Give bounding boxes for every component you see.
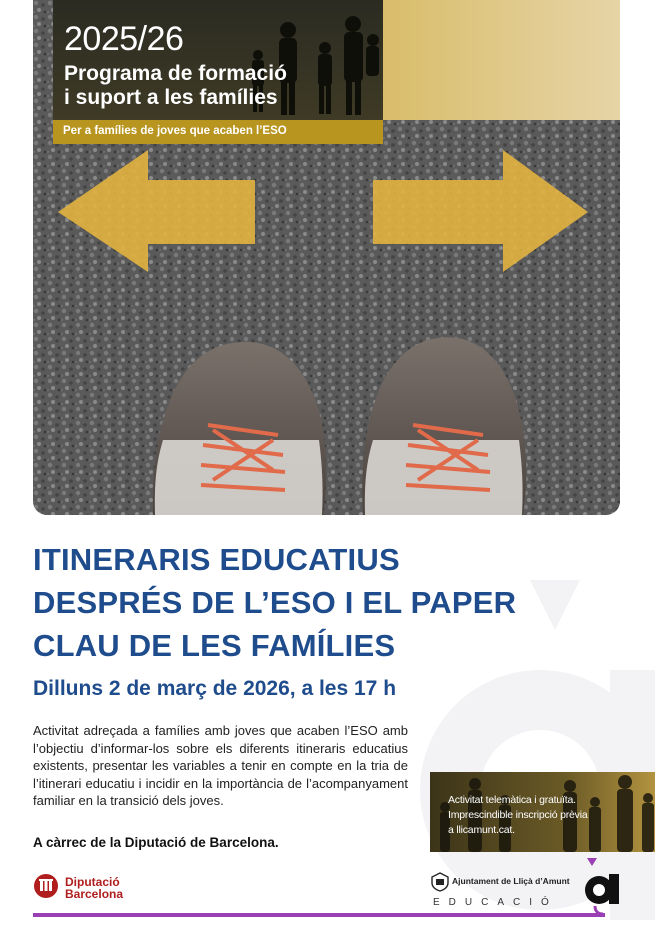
program-title — [64, 62, 287, 110]
program-year: 2025/26 — [64, 20, 184, 58]
diputacio-label — [65, 876, 123, 900]
event-title — [33, 538, 516, 667]
diputacio-line: Barcelona — [65, 887, 124, 901]
diputacio-logo-icon — [33, 873, 59, 899]
event-title-line: ITINERARIS EDUCATIUS — [33, 542, 400, 577]
event-description: Activitat adreçada a famílies amb joves que acaben l’ESO amb l’objectiu d’informar-los sobre els diferents itineraris educatius existents, presentar les variables a tenir en compte en la tria de l’itinerari educatiu i incidir en la importància de l’acompanyament familiar en la transició dels joves. — [33, 723, 408, 808]
info-line: Imprescindible inscripció prèvia — [448, 809, 588, 821]
program-subtitle: Per a famílies de joves que acaben l’ESO — [63, 125, 287, 137]
info-line: a llicamunt.cat. — [448, 824, 515, 836]
educacio-label: EDUCACIÓ — [433, 897, 558, 908]
ajuntament-label: Ajuntament de Lliçà d’Amunt — [452, 876, 570, 886]
event-credit: A càrrec de la Diputació de Barcelona. — [33, 835, 279, 850]
educacio-a-logo-icon — [583, 858, 623, 918]
info-text — [448, 793, 588, 838]
program-title-line: Programa de formació — [64, 62, 287, 85]
event-date: Dilluns 2 de març de 2026, a les 17 h — [33, 677, 397, 700]
info-line: Activitat telemàtica i gratuïta. — [448, 794, 576, 806]
program-title-line: i suport a les famílies — [64, 86, 278, 109]
footer-purple-line — [33, 913, 605, 917]
diputacio-line: Diputació — [65, 875, 120, 889]
event-title-line: CLAU DE LES FAMÍLIES — [33, 628, 396, 663]
event-title-line: DESPRÉS DE L’ESO I EL PAPER — [33, 585, 517, 620]
ajuntament-shield-icon — [430, 872, 450, 892]
